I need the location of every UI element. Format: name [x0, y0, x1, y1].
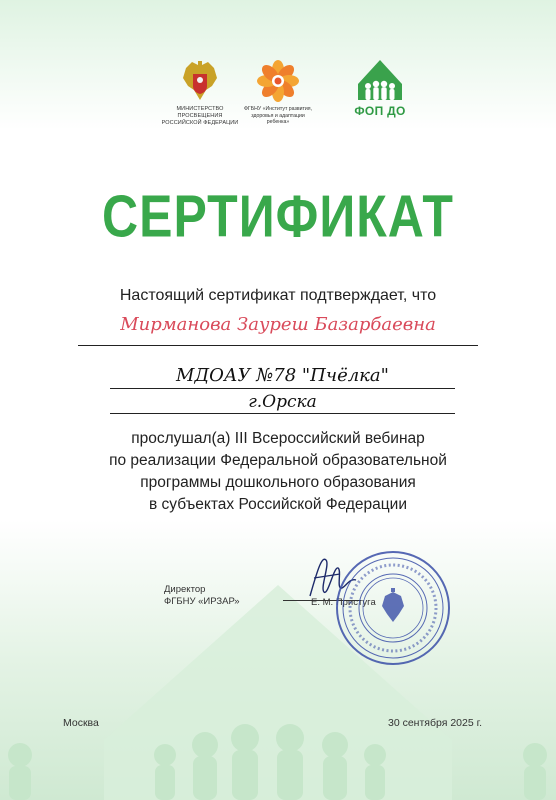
signer-position-line1: Директор — [164, 584, 206, 595]
organization-name: МДОАУ №78 "Пчёлка" — [176, 365, 389, 386]
signer-position-line2: ФГБНУ «ИРЗАР» — [164, 596, 240, 607]
ministry-caption-line1: МИНИСТЕРСТВО ПРОСВЕЩЕНИЯ — [176, 106, 224, 119]
organization-city: г.Орска — [248, 392, 317, 412]
institute-caption-line3: ребенка» — [266, 119, 290, 126]
institute-caption-line2: здоровья и адаптации — [251, 112, 305, 119]
fop-logo — [345, 58, 415, 118]
organization-underline — [110, 388, 455, 389]
body-line-1: прослушал(а) III Всероссийский вебинар — [131, 430, 425, 447]
body-line-2: по реализации Федеральной образовательной — [109, 452, 447, 469]
ministry-logo — [160, 60, 240, 127]
certificate-title: СЕРТИФИКАТ — [102, 183, 454, 250]
issue-date: 30 сентября 2025 г. — [388, 717, 483, 729]
russian-emblem-icon — [180, 60, 220, 102]
certificate-body — [40, 428, 516, 516]
fop-caption: ФОП ДО — [354, 104, 406, 118]
recipient-name: Мирманова Зауреш Базарбаевна — [120, 314, 436, 335]
signer-name: Е. М. Пристуга — [311, 597, 376, 608]
city-underline — [110, 413, 455, 414]
confirm-text: Настоящий сертификат подтверждает, что — [119, 287, 437, 304]
body-line-3: программы дошкольного образования — [140, 474, 416, 491]
name-underline — [78, 345, 478, 346]
ministry-caption-line2: РОССИЙСКОЙ ФЕДЕРАЦИИ — [161, 120, 239, 126]
official-stamp-icon — [333, 548, 453, 668]
fop-house-icon — [356, 58, 404, 102]
body-line-4: в субъектах Российской Федерации — [149, 496, 407, 513]
institute-caption-line1: ФГБНУ «Институт развития, — [243, 106, 313, 112]
signer-position — [164, 584, 240, 608]
issue-city: Москва — [63, 717, 99, 729]
institute-logo — [238, 60, 318, 126]
flower-logo-icon — [257, 60, 299, 102]
